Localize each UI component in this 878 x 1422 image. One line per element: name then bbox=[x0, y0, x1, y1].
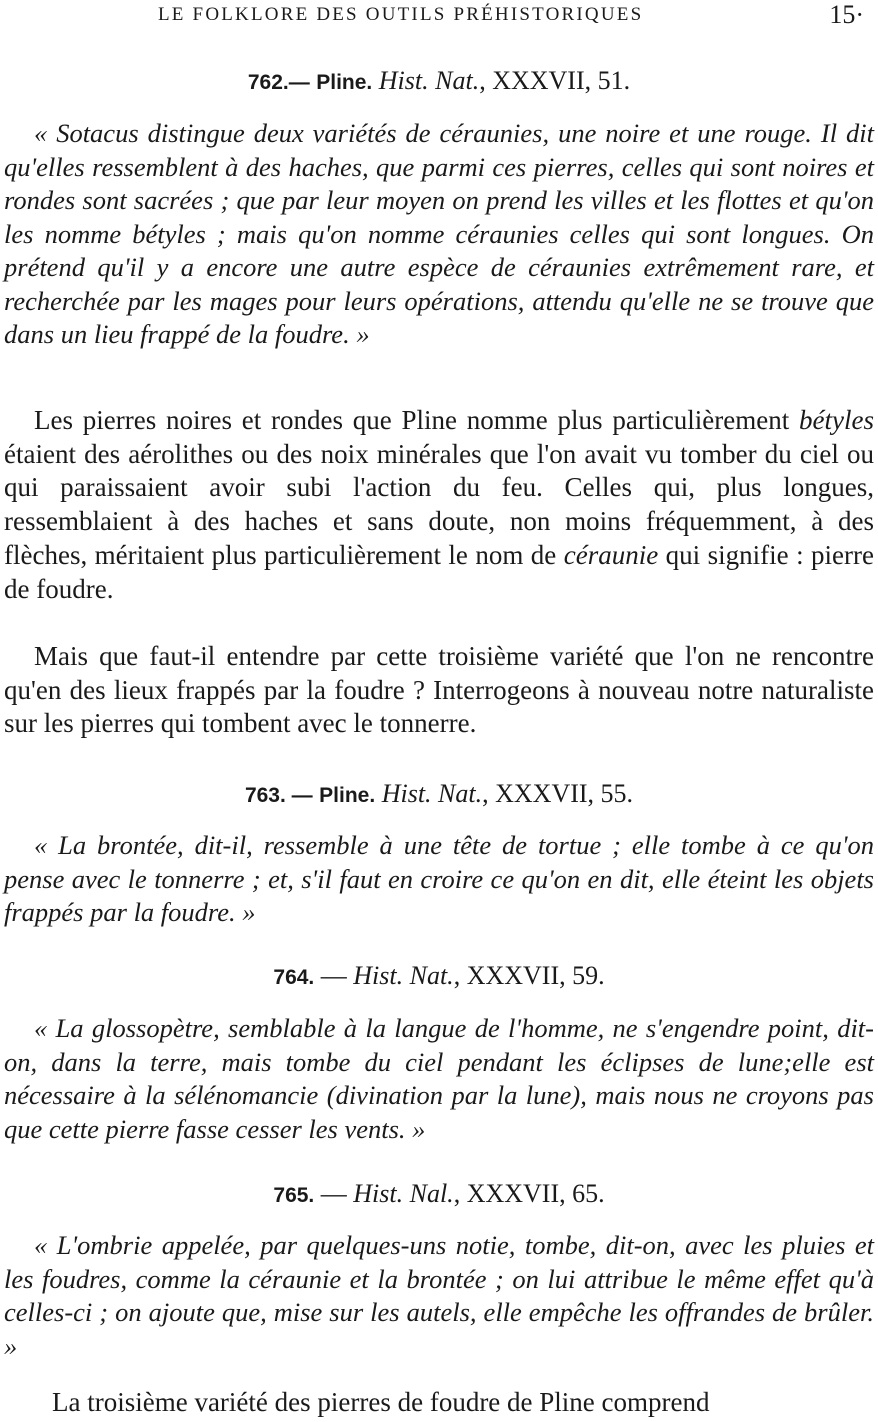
entry-reference-locator: , XXXVII, 59. bbox=[453, 961, 605, 990]
entry-reference-locator: , XXXVII, 65. bbox=[453, 1179, 605, 1208]
term-ceraunie: céraunie bbox=[563, 539, 659, 570]
entry-heading-764: 764. — Hist. Nat., XXXVII, 59. bbox=[273, 961, 605, 990]
entry-reference-title: Hist. Nat. bbox=[353, 961, 454, 990]
entry-number: 763. — bbox=[244, 784, 313, 807]
quote-765: « L'ombrie appelée, par quelques-uns notie, tombe, dit-on, avec les pluies et les foudres, comme la céraunie et la brontée ; on lui attribue le même effet qu'à celles-ci ; on ajoute que, mise sur les autels, elle empêche les offrandes de brûler. » bbox=[4, 1230, 874, 1361]
quote-762: « Sotacus distingue deux variétés de céraunies, une noire et une rouge. Il dit qu'elles ressemblent à des haches, que parmi ces pierres, celles qui sont noires et rondes sont sacrées ; que par leur moyen on prend les villes et les flottes et qu'on les nomme bétyles ; mais qu'on nomme céraunies celles qui sont longues. On prétend qu'il y a encore une autre espèce de céraunies extrêmement rare, et recherchée par les mages pour leurs opérations, attendu qu'elle ne se trouve que dans un lieu frappé de la foudre. » bbox=[4, 118, 874, 349]
entry-number: 764. bbox=[273, 966, 315, 989]
entry-author: Pline. bbox=[316, 71, 373, 94]
running-title: LE FOLKLORE DES OUTILS PRÉHISTORIQUES bbox=[158, 4, 644, 25]
entry-number: 762.— bbox=[247, 71, 310, 94]
entry-author: Pline. bbox=[319, 784, 376, 807]
entry-number: 765. bbox=[273, 1184, 315, 1207]
commentary-paragraph-2: Mais que faut-il entendre par cette troisième variété que l'on ne rencontre qu'en des lieux frappés par la foudre ? Interrogeons à nouveau notre naturaliste sur les pierres qui tombent avec le tonnerre. bbox=[4, 641, 874, 739]
page-number: 15· bbox=[829, 0, 864, 29]
commentary-paragraph-3: La troisième variété des pierres de foudre de Pline comprend bbox=[52, 1387, 710, 1417]
entry-reference-title: Hist. Nal. bbox=[353, 1179, 454, 1208]
entry-heading-765: 765. — Hist. Nal., XXXVII, 65. bbox=[273, 1179, 605, 1208]
entry-heading-762 bbox=[0, 66, 878, 96]
entry-reference-locator: , XXXVII, 55. bbox=[482, 779, 634, 808]
entry-reference-title: Hist. Nat. bbox=[378, 66, 480, 95]
page-header bbox=[0, 2, 878, 32]
entry-heading-763 bbox=[0, 779, 878, 809]
quote-764: « La glossopètre, semblable à la langue de l'homme, ne s'engendre point, dit-on, dans la terre, mais tombe du ciel pendant les éclipses de lune;elle est nécessaire à la sélénomancie (divination par la lune), mais nous ne croyons pas que cette pierre fasse cesser les vents. » bbox=[4, 1013, 874, 1144]
term-betyles: bétyles bbox=[799, 405, 874, 435]
commentary-paragraph-1: Les pierres noires et rondes que Pline nomme plus particulièrement bétyles étaient des aérolithes ou des noix minérales que l'on avait vu tomber du ciel ou qui paraissaient avoir subi l'action du feu. Celles qui, plus longues, ressemblaient à des haches et sans doute, non moins fréquemment, à des flèches, méritaient plus particulièrement le nom de céraunie qui signifie : pierre de foudre. bbox=[4, 405, 874, 604]
entry-reference-title: Hist. Nat. bbox=[381, 779, 483, 808]
quote-763: « La brontée, dit-il, ressemble à une tête de tortue ; elle tombe à ce qu'on pense avec le tonnerre ; et, s'il faut en croire ce qu'on en dit, elle éteint les objets frappés par la foudre. » bbox=[4, 830, 874, 927]
entry-reference-locator: , XXXVII, 51. bbox=[479, 66, 631, 95]
